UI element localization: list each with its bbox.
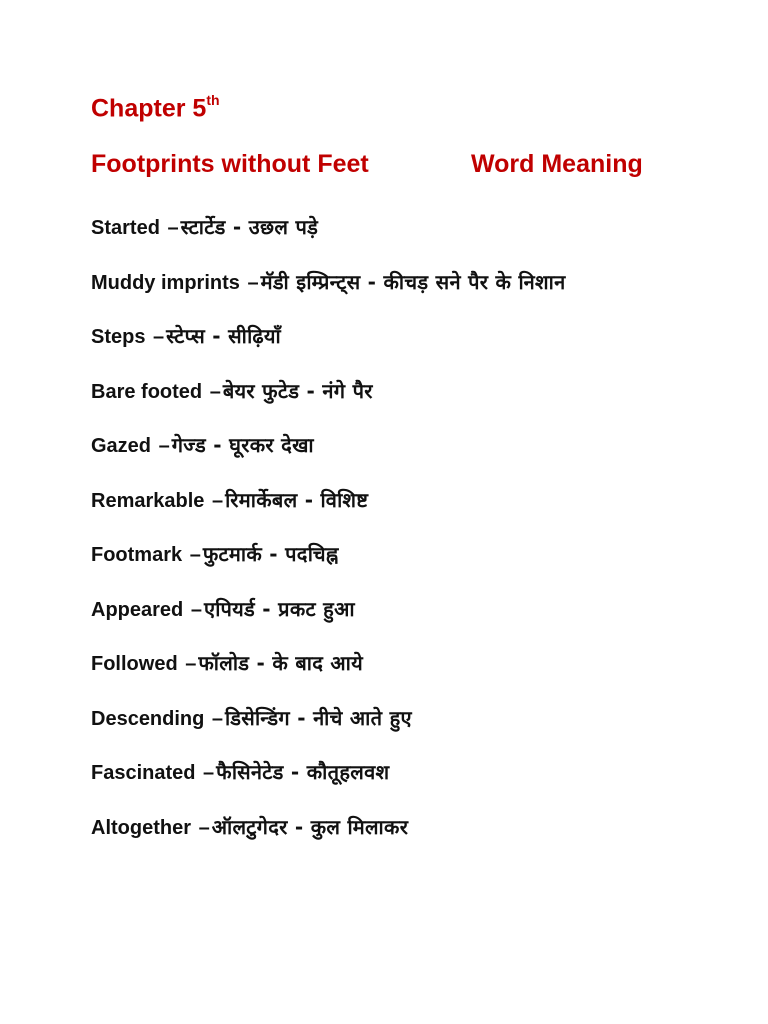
chapter-suffix: th [206, 92, 220, 108]
separator-dash: – [167, 217, 179, 239]
vocab-entry [91, 317, 691, 356]
separator-dash: – [158, 435, 170, 457]
english-word: Appeared [91, 598, 184, 621]
english-word: Bare footed [91, 380, 203, 403]
vocab-entry [91, 808, 691, 847]
vocab-entry [91, 699, 691, 738]
section-title: Word Meaning [471, 150, 643, 178]
english-word: Muddy imprints [91, 271, 240, 294]
separator-dash: – [189, 544, 201, 566]
english-word: Fascinated [91, 762, 196, 784]
hindi-meaning: डिसेन्डिंग - नीचे आते हुए [225, 705, 412, 730]
vocab-entry [91, 481, 691, 520]
vocab-entry [91, 208, 691, 247]
english-word: Descending [91, 707, 205, 730]
separator-dash: – [185, 653, 197, 675]
hindi-meaning: बेयर फुटेड - नंगे पैर [222, 378, 373, 403]
separator-dash: – [203, 762, 215, 784]
hindi-meaning: स्टेप्स - सीढ़ियाँ [166, 324, 281, 348]
hindi-meaning: रिमार्केबल - विशिष्ट [225, 487, 369, 512]
hindi-meaning: एपियर्ड - प्रकट हुआ [203, 596, 355, 621]
hindi-meaning: फॉलोड - के बाद आये [198, 651, 364, 675]
english-word: Steps [91, 326, 146, 348]
separator-dash: – [153, 326, 165, 348]
separator-dash: – [209, 380, 221, 403]
chapter-heading [91, 94, 220, 123]
hindi-meaning: मॅडी इम्प्रिन्ट्स - कीचड़ सने पैर के निशान [260, 269, 566, 294]
vocab-entry [91, 426, 691, 465]
english-word: Started [91, 217, 160, 239]
hindi-meaning: ऑलटुगेदर - कुल मिलाकर [211, 814, 409, 839]
separator-dash: – [190, 598, 202, 621]
hindi-meaning: फैसिनेटेड - कौतूहलवश [216, 760, 390, 784]
hindi-meaning: गेज्ड - घूरकर देखा [171, 433, 314, 457]
title-row [91, 150, 691, 184]
separator-dash: – [211, 489, 224, 512]
vocab-entry [91, 372, 691, 411]
english-word: Remarkable [91, 489, 205, 512]
vocab-entry [91, 590, 691, 629]
english-word: Gazed [91, 435, 152, 457]
vocab-entry [91, 263, 691, 302]
vocab-entry [91, 753, 691, 792]
vocab-entry [91, 535, 691, 574]
separator-dash: – [198, 816, 210, 839]
lesson-title: Footprints without Feet [91, 150, 369, 178]
separator-dash: – [247, 271, 259, 294]
english-word: Followed [91, 653, 178, 675]
hindi-meaning: स्टार्टेड - उछल पड़े [180, 215, 319, 239]
chapter-label: Chapter 5 [91, 94, 207, 123]
english-word: Footmark [91, 544, 183, 566]
hindi-meaning: फुटमार्क - पदचिह्न [202, 542, 339, 566]
vocab-entry [91, 644, 691, 683]
english-word: Altogether [91, 816, 191, 839]
separator-dash: – [211, 707, 224, 730]
word-meaning-list [91, 208, 691, 862]
